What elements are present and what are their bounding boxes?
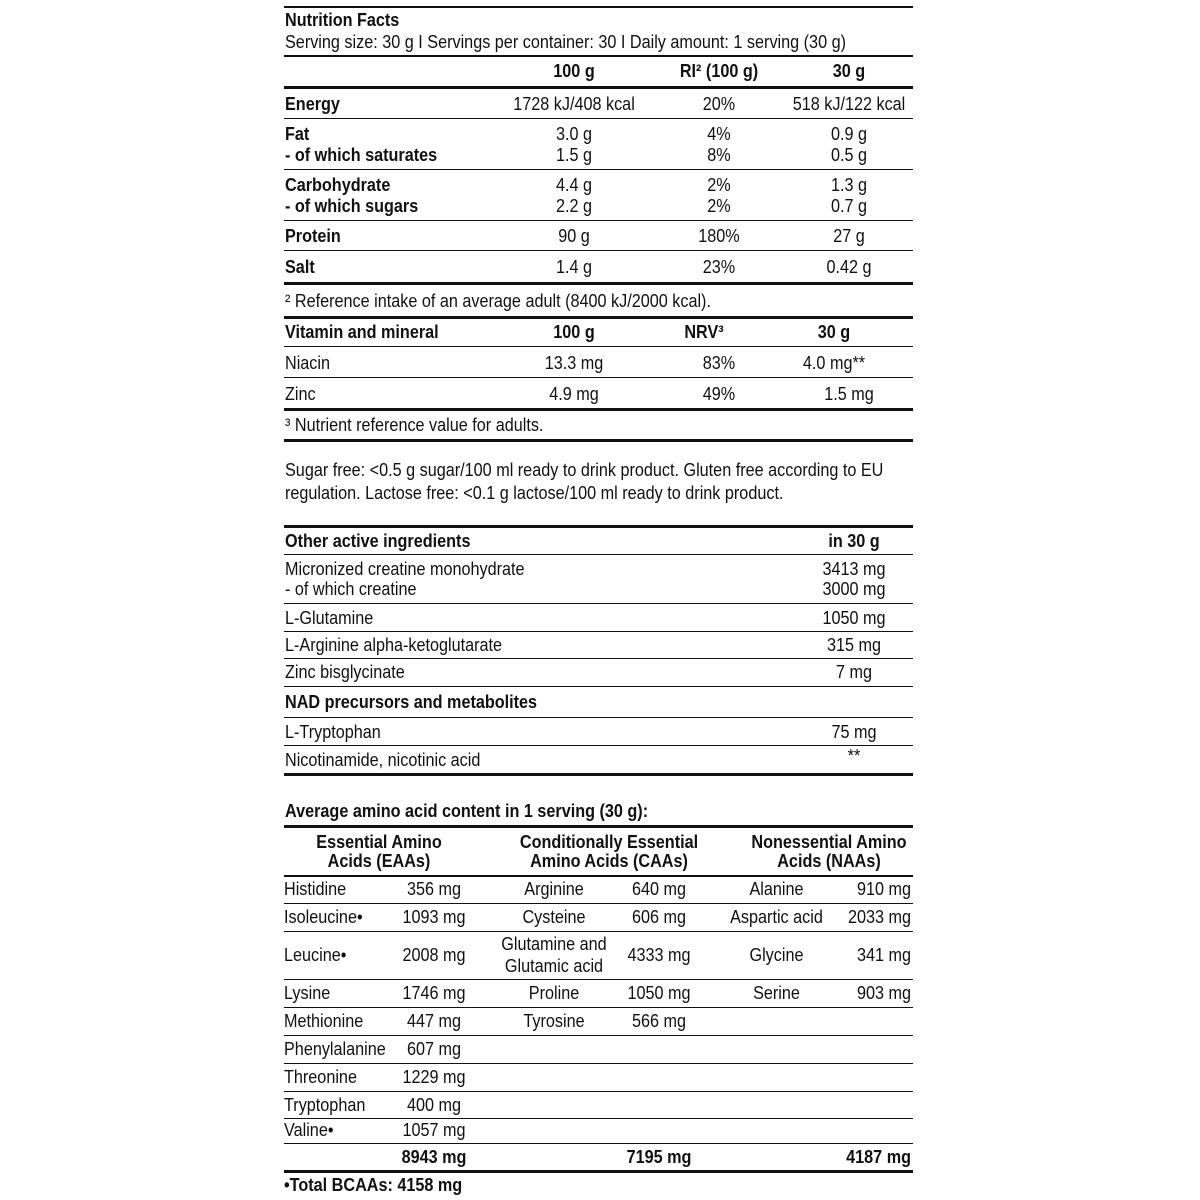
- rule: [284, 1118, 913, 1119]
- ingredient-amount: 7 mg: [835, 662, 873, 682]
- naa-value: 2033 mg: [847, 907, 911, 927]
- eaa-value: 1093 mg: [402, 907, 466, 927]
- eaa-header-line1: Essential Amino: [316, 832, 442, 852]
- ingredient-amount: 1050 mg: [822, 608, 886, 628]
- saturates-100g: 1.5 g: [555, 145, 593, 165]
- eaa-value: 400 mg: [406, 1095, 462, 1115]
- eaa-value: 1746 mg: [402, 983, 466, 1003]
- rule: [284, 1143, 913, 1144]
- ingredient-name: L-Tryptophan: [285, 722, 381, 742]
- row-label-saturates: - of which saturates: [285, 145, 438, 165]
- ingredient-amount: 315 mg: [826, 635, 882, 655]
- zinc-30g: 1.5 mg: [824, 384, 874, 404]
- nad-subheader: NAD precursors and metabolites: [285, 692, 538, 712]
- caa-name: Arginine: [524, 879, 584, 899]
- col-header-ri: RI² (100 g): [679, 61, 759, 81]
- serving-info: Serving size: 30 g I Servings per container: 30 I Daily amount: 1 serving (30 g): [285, 32, 846, 52]
- fat-ri: 4%: [707, 124, 731, 144]
- ingredient-name: L-Glutamine: [285, 608, 374, 628]
- rule: [284, 825, 913, 828]
- naa-name: Glycine: [749, 945, 804, 965]
- eaa-name: Lysine: [284, 983, 331, 1003]
- rule: [284, 439, 913, 442]
- sugars-ri: 2%: [707, 196, 731, 216]
- rule: [284, 1091, 913, 1092]
- vitamin-name: Niacin: [285, 353, 331, 373]
- saturates-ri: 8%: [707, 145, 731, 165]
- rule: [284, 603, 913, 604]
- zinc-nrv: 49%: [702, 384, 736, 404]
- caa-name-line2: Glutamic acid: [504, 956, 604, 976]
- protein-30g: 27 g: [833, 226, 865, 246]
- naa-header-line1: Nonessential Amino: [751, 832, 907, 852]
- fat-100g: 3.0 g: [555, 124, 593, 144]
- vitamin-header-name: Vitamin and mineral: [285, 322, 439, 342]
- salt-100g: 1.4 g: [555, 257, 593, 277]
- col-header-30g: 30 g: [832, 61, 866, 81]
- caa-name: Tyrosine: [523, 1011, 585, 1031]
- eaa-total: 8943 mg: [401, 1147, 467, 1167]
- rule: [284, 931, 913, 932]
- energy-100g: 1728 kJ/408 kcal: [513, 94, 635, 114]
- amino-title: Average amino acid content in 1 serving (30 g):: [285, 801, 649, 821]
- rule: [284, 1170, 913, 1173]
- caa-value: 1050 mg: [627, 983, 691, 1003]
- free-from-note-line2: regulation. Lactose free: <0.1 g lactose/100 ml ready to drink product.: [285, 483, 784, 503]
- rule: [284, 6, 913, 8]
- eaa-name: Methionine: [284, 1011, 364, 1031]
- sugars-100g: 2.2 g: [555, 196, 593, 216]
- eaa-name: Tryptophan: [284, 1095, 366, 1115]
- naa-value: 341 mg: [856, 945, 911, 965]
- naa-value: 910 mg: [856, 879, 911, 899]
- rule: [284, 903, 913, 904]
- rule: [284, 525, 913, 528]
- row-label-protein: Protein: [285, 226, 341, 246]
- carbohydrate-100g: 4.4 g: [555, 175, 593, 195]
- caa-total: 7195 mg: [626, 1147, 692, 1167]
- footnote-ri: ² Reference intake of an average adult (8400 kJ/2000 kcal).: [285, 291, 711, 311]
- caa-value: 640 mg: [631, 879, 687, 899]
- rule: [284, 686, 913, 687]
- active-amount-header: in 30 g: [828, 531, 880, 551]
- salt-ri: 23%: [702, 257, 736, 277]
- row-label-energy: Energy: [285, 94, 340, 114]
- caa-header-line2: Amino Acids (CAAs): [530, 851, 688, 871]
- col-header-100g: 100 g: [553, 61, 595, 81]
- row-label-sugars: - of which sugars: [285, 196, 419, 216]
- energy-ri: 20%: [702, 94, 736, 114]
- eaa-name: Leucine•: [284, 945, 347, 965]
- ingredient-name: - of which creatine: [285, 579, 417, 599]
- caa-name: Cysteine: [522, 907, 586, 927]
- rule: [284, 55, 913, 57]
- vitamin-header-nrv: NRV³: [684, 322, 724, 342]
- naa-value: 903 mg: [856, 983, 911, 1003]
- ingredient-amount: **: [847, 746, 861, 766]
- protein-100g: 90 g: [558, 226, 590, 246]
- rule: [284, 408, 913, 411]
- ingredient-name: L-Arginine alpha-ketoglutarate: [285, 635, 503, 655]
- rule: [284, 875, 913, 877]
- eaa-value: 1057 mg: [402, 1120, 466, 1140]
- caa-header-line1: Conditionally Essential: [519, 832, 699, 852]
- free-from-note-line1: Sugar free: <0.5 g sugar/100 ml ready to drink product. Gluten free according to EU: [285, 460, 884, 480]
- vitamin-name: Zinc: [285, 384, 316, 404]
- rule: [284, 1007, 913, 1008]
- row-label-salt: Salt: [285, 257, 315, 277]
- niacin-nrv: 83%: [702, 353, 736, 373]
- rule: [284, 1035, 913, 1036]
- rule: [284, 773, 913, 776]
- eaa-name: Histidine: [284, 879, 347, 899]
- caa-value: 606 mg: [631, 907, 687, 927]
- ingredient-name: Nicotinamide, nicotinic acid: [285, 750, 481, 770]
- rule: [284, 316, 913, 319]
- active-header: Other active ingredients: [285, 531, 471, 551]
- ingredient-amount: 3413 mg: [822, 559, 886, 579]
- footnote-nrv: ³ Nutrient reference value for adults.: [285, 415, 544, 435]
- salt-30g: 0.42 g: [826, 257, 872, 277]
- row-label-fat: Fat: [285, 124, 310, 144]
- rule: [284, 86, 913, 89]
- rule: [284, 220, 913, 221]
- rule: [284, 118, 913, 119]
- eaa-header-line2: Acids (EAAs): [327, 851, 431, 871]
- energy-30g: 518 kJ/122 kcal: [792, 94, 906, 114]
- naa-name: Serine: [753, 983, 800, 1003]
- naa-name: Alanine: [749, 879, 804, 899]
- rule: [284, 169, 913, 170]
- carbohydrate-ri: 2%: [707, 175, 731, 195]
- rule: [284, 250, 913, 251]
- ingredient-name: Micronized creatine monohydrate: [285, 559, 525, 579]
- naa-total: 4187 mg: [846, 1147, 911, 1167]
- eaa-name: Valine•: [284, 1120, 334, 1140]
- caa-value: 4333 mg: [627, 945, 691, 965]
- vitamin-header-100g: 100 g: [553, 322, 595, 342]
- carbohydrate-30g: 1.3 g: [830, 175, 868, 195]
- niacin-30g: 4.0 mg**: [802, 353, 866, 373]
- niacin-100g: 13.3 mg: [544, 353, 604, 373]
- eaa-value: 447 mg: [406, 1011, 462, 1031]
- eaa-value: 607 mg: [406, 1039, 462, 1059]
- eaa-value: 356 mg: [406, 879, 462, 899]
- rule: [284, 346, 913, 347]
- row-label-carbohydrate: Carbohydrate: [285, 175, 391, 195]
- naa-name: Aspartic acid: [730, 907, 823, 927]
- ingredient-amount: 3000 mg: [822, 579, 886, 599]
- zinc-100g: 4.9 mg: [549, 384, 599, 404]
- rule: [284, 377, 913, 378]
- eaa-name: Threonine: [284, 1067, 357, 1087]
- rule: [284, 282, 913, 285]
- rule: [284, 1063, 913, 1064]
- bcaa-total: •Total BCAAs: 4158 mg: [284, 1175, 463, 1195]
- fat-30g: 0.9 g: [830, 124, 868, 144]
- eaa-name: Isoleucine•: [284, 907, 363, 927]
- saturates-30g: 0.5 g: [830, 145, 868, 165]
- naa-header-line2: Acids (NAAs): [777, 851, 881, 871]
- vitamin-header-30g: 30 g: [817, 322, 851, 342]
- protein-ri: 180%: [698, 226, 740, 246]
- rule: [284, 979, 913, 980]
- rule: [284, 717, 913, 718]
- rule: [284, 658, 913, 659]
- sugars-30g: 0.7 g: [830, 196, 868, 216]
- rule: [284, 631, 913, 632]
- eaa-value: 1229 mg: [402, 1067, 466, 1087]
- caa-value: 566 mg: [631, 1011, 687, 1031]
- eaa-value: 2008 mg: [402, 945, 466, 965]
- ingredient-name: Zinc bisglycinate: [285, 662, 405, 682]
- ingredient-amount: 75 mg: [831, 722, 877, 742]
- nutrition-title: Nutrition Facts: [285, 10, 400, 30]
- caa-name: Glutamine and: [501, 934, 607, 954]
- rule: [284, 554, 913, 555]
- eaa-name: Phenylalanine: [284, 1039, 386, 1059]
- caa-name: Proline: [528, 983, 580, 1003]
